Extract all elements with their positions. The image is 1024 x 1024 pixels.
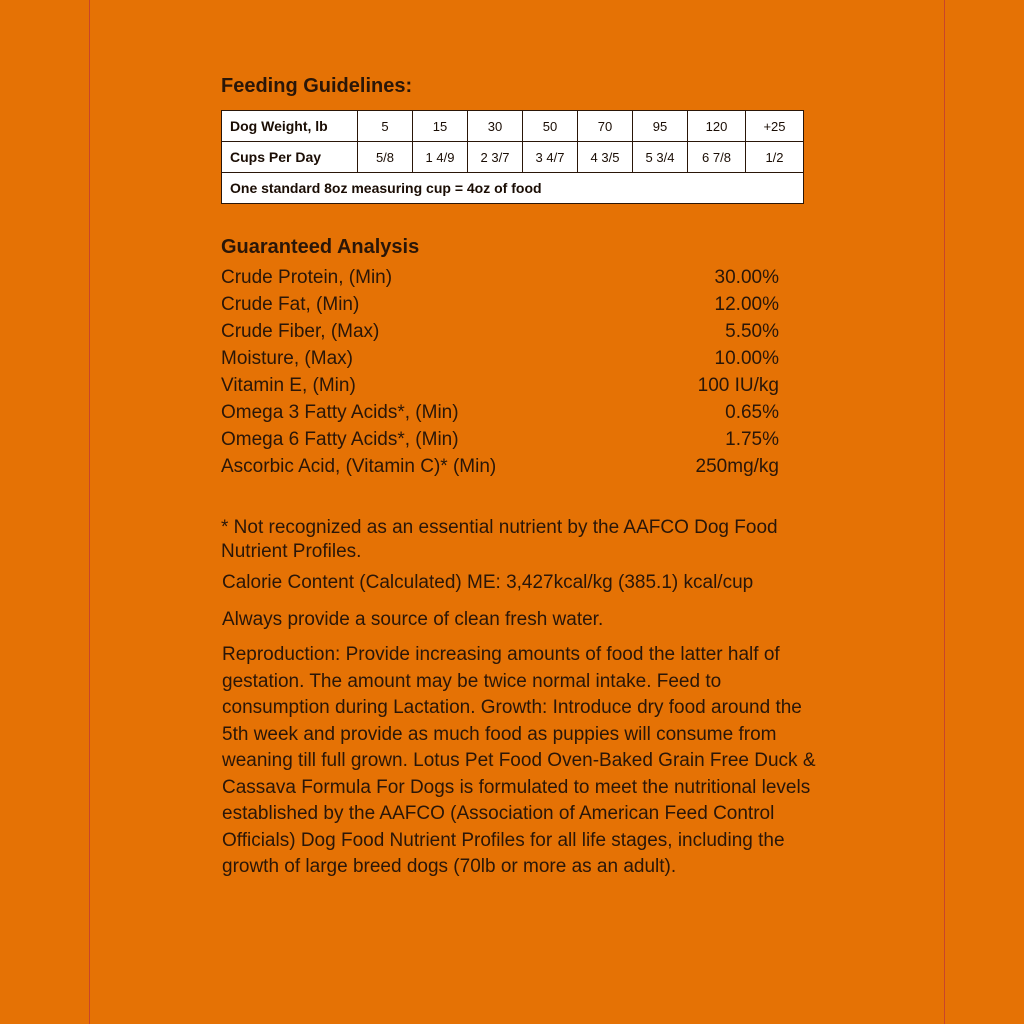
analysis-row: [221, 264, 779, 291]
analysis-row: [221, 318, 779, 345]
cups-row-label: Cups Per Day: [222, 142, 358, 173]
cups-cell: 4 3/5: [578, 142, 633, 173]
nutrient-name: Crude Fiber, (Max): [221, 321, 380, 342]
feeding-guidelines-heading: Feeding Guidelines:: [221, 75, 413, 97]
weight-cell: 120: [688, 111, 746, 142]
nutrient-value: 1.75%: [725, 429, 779, 450]
calorie-content: Calorie Content (Calculated) ME: 3,427kcal/kg (385.1) kcal/cup: [222, 572, 754, 593]
left-border-line: [89, 0, 90, 1024]
cups-cell: 1/2: [746, 142, 804, 173]
weight-cell: 50: [523, 111, 578, 142]
cups-cell: 5/8: [358, 142, 413, 173]
analysis-list: [221, 264, 779, 480]
feeding-details-paragraph: Reproduction: Provide increasing amounts of food the latter half of gestation. The amount may be twice normal intake. Feed to consumption during Lactation. Growth: Introduce dry food around the 5th week and provide as much food as puppies will consume from weaning till full grown. Lotus Pet Food Oven-Baked Grain Free Duck & Cassava Formula For Dogs is formulated to meet the nutritional levels established by the AAFCO (Association of American Feed Control Officials) Dog Food Nutrient Profiles for all life stages, including the growth of large breed dogs (70lb or more as an adult).: [222, 644, 816, 877]
weight-cell: 30: [468, 111, 523, 142]
weight-cell: +25: [746, 111, 804, 142]
analysis-row: [221, 426, 779, 453]
aafco-footnote: * Not recognized as an essential nutrient by the AAFCO Dog Food Nutrient Profiles.: [221, 517, 778, 562]
weight-cell: 15: [413, 111, 468, 142]
analysis-row: [221, 345, 779, 372]
nutrient-value: 100 IU/kg: [697, 375, 779, 396]
analysis-row: [221, 453, 779, 480]
cups-cell: 6 7/8: [688, 142, 746, 173]
analysis-row: [221, 372, 779, 399]
nutrient-name: Crude Fat, (Min): [221, 294, 360, 315]
cups-cell: 1 4/9: [413, 142, 468, 173]
right-border-line: [944, 0, 945, 1024]
cups-row: [222, 142, 804, 173]
nutrient-value: 250mg/kg: [695, 456, 779, 477]
weight-row-label: Dog Weight, lb: [222, 111, 358, 142]
cups-cell: 5 3/4: [633, 142, 688, 173]
measuring-cup-note: One standard 8oz measuring cup = 4oz of food: [222, 173, 804, 204]
guaranteed-analysis-heading: Guaranteed Analysis: [221, 236, 420, 258]
weight-row: [222, 111, 804, 142]
weight-cell: 70: [578, 111, 633, 142]
nutrient-name: Omega 3 Fatty Acids*, (Min): [221, 402, 459, 423]
nutrient-value: 12.00%: [714, 294, 779, 315]
feeding-table: [221, 110, 804, 204]
nutrient-name: Vitamin E, (Min): [221, 375, 356, 396]
nutrient-value: 0.65%: [725, 402, 779, 423]
nutrient-name: Moisture, (Max): [221, 348, 353, 369]
analysis-row: [221, 291, 779, 318]
nutrient-name: Crude Protein, (Min): [221, 267, 393, 288]
cups-cell: 2 3/7: [468, 142, 523, 173]
nutrient-name: Omega 6 Fatty Acids*, (Min): [221, 429, 459, 450]
nutrient-value: 10.00%: [714, 348, 779, 369]
nutrient-name: Ascorbic Acid, (Vitamin C)* (Min): [221, 456, 497, 477]
note-row: [222, 173, 804, 204]
analysis-row: [221, 399, 779, 426]
weight-cell: 95: [633, 111, 688, 142]
nutrient-value: 30.00%: [714, 267, 779, 288]
cups-cell: 3 4/7: [523, 142, 578, 173]
weight-cell: 5: [358, 111, 413, 142]
nutrient-value: 5.50%: [725, 321, 779, 342]
water-note: Always provide a source of clean fresh water.: [222, 609, 604, 630]
